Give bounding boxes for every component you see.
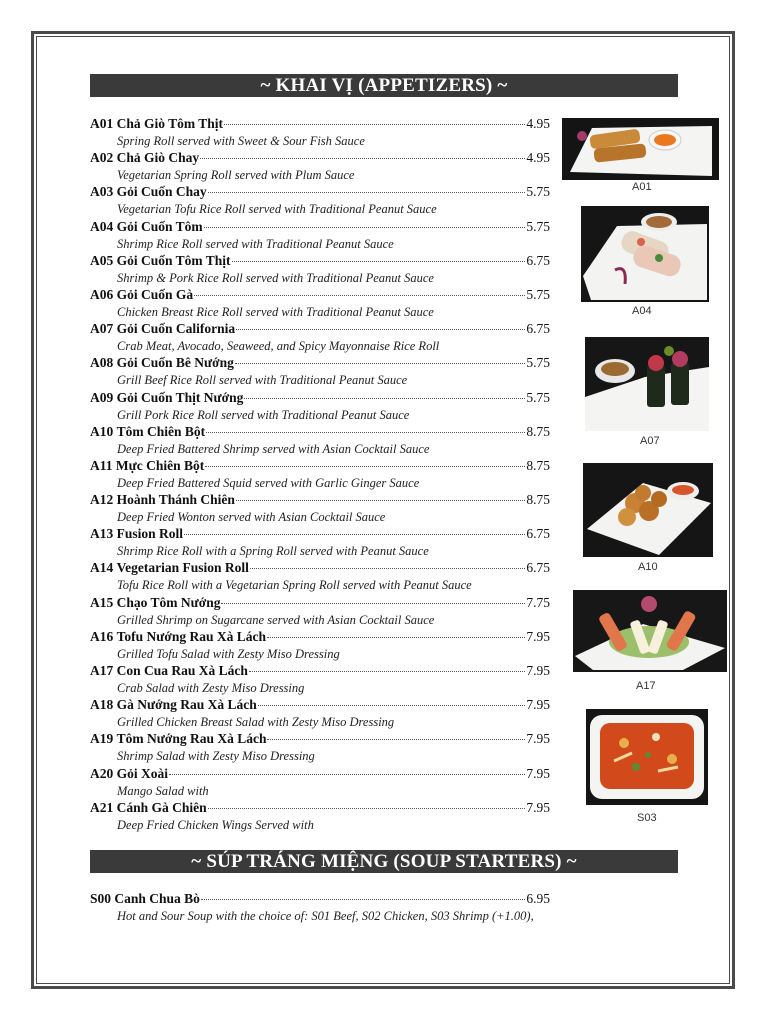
menu-item-name-row	[90, 253, 550, 270]
menu-item-price: 5.75	[526, 286, 550, 302]
menu-item-description: Mango Salad with	[117, 783, 209, 798]
fried-shrimp-plate-photo	[583, 463, 713, 557]
menu-item	[90, 287, 550, 321]
menu-item-code: A10	[90, 423, 114, 439]
menu-item-name-row	[90, 321, 550, 338]
menu-item-name-row	[90, 492, 550, 509]
menu-item-price: 7.75	[526, 594, 550, 610]
photo-caption: A04	[632, 305, 652, 317]
dot-leader	[204, 227, 526, 228]
menu-item-name: Canh Chua Bò	[114, 891, 200, 906]
menu-item-name-row	[90, 458, 550, 475]
menu-item-name-row	[90, 219, 550, 236]
menu-item-price: 6.75	[526, 252, 550, 268]
menu-item-price: 7.95	[526, 731, 550, 747]
soups-list	[90, 891, 550, 925]
menu-item-name-row	[90, 697, 550, 714]
menu-item-code: A08	[90, 355, 114, 371]
menu-item-price: 6.75	[526, 560, 550, 576]
menu-item-description: Deep Fried Chicken Wings Served with	[117, 817, 314, 832]
menu-item	[90, 629, 550, 663]
dot-leader	[258, 705, 526, 706]
menu-item-description: Tofu Rice Roll with a Vegetarian Spring Roll served with Peanut Sauce	[117, 578, 472, 593]
menu-item-code: A13	[90, 526, 114, 542]
dot-leader	[232, 261, 526, 262]
menu-item-name: Vegetarian Fusion Roll	[116, 560, 249, 576]
menu-item-name: Fusion Roll	[116, 526, 184, 542]
appetizers-list	[90, 116, 550, 834]
menu-item-code: A17	[90, 663, 114, 678]
menu-item-name: Chả Giò Chay	[116, 150, 200, 166]
menu-item-code: A05	[90, 252, 114, 268]
menu-item	[90, 458, 550, 492]
menu-item-name-row	[90, 355, 550, 372]
menu-item-description: Shrimp & Pork Rice Roll served with Traditional Peanut Sauce	[117, 270, 434, 285]
menu-item-price: 5.75	[526, 218, 550, 234]
dot-leader	[267, 739, 525, 740]
menu-item-name-row	[90, 526, 550, 543]
menu-item-price: 7.95	[526, 628, 550, 644]
menu-item-price: 8.75	[526, 423, 550, 439]
menu-item	[90, 560, 550, 594]
menu-item-name-row	[90, 663, 550, 680]
dot-leader	[221, 603, 525, 604]
menu-item-code: A21	[90, 799, 114, 815]
menu-item-name: Con Cua Rau Xà Lách	[116, 663, 248, 678]
dot-leader	[236, 500, 525, 501]
photo-caption: A10	[638, 561, 658, 573]
menu-item-description: Crab Meat, Avocado, Seaweed, and Spicy Mayonnaise Rice Roll	[117, 339, 440, 354]
menu-item-name-row	[90, 800, 550, 817]
menu-item-price: 4.95	[526, 150, 550, 166]
menu-item-description: Chicken Breast Rice Roll served with Traditional Peanut Sauce	[117, 304, 434, 319]
menu-item-description: Crab Salad with Zesty Miso Dressing	[117, 681, 305, 695]
soup-section-title: ~ SÚP TRÁNG MIỆNG (SOUP STARTERS) ~	[90, 850, 678, 873]
dot-leader	[244, 398, 525, 399]
menu-item-description: Shrimp Rice Roll with a Spring Roll served with Peanut Sauce	[117, 544, 429, 559]
menu-item-name: Gỏi Cuốn Chay	[116, 184, 207, 200]
menu-item	[90, 526, 550, 560]
menu-item-name: Tofu Nướng Rau Xà Lách	[116, 628, 266, 644]
sour-soup-bowl-photo	[586, 709, 708, 805]
menu-item	[90, 697, 550, 731]
menu-item-description: Grill Beef Rice Roll served with Traditional Peanut Sauce	[117, 373, 408, 388]
menu-item	[90, 390, 550, 424]
menu-item	[90, 116, 550, 150]
menu-item-name: Mực Chiên Bột	[115, 457, 205, 473]
menu-item-code: A12	[90, 492, 114, 508]
menu-item-code: S00	[90, 891, 112, 906]
menu-item-description: Grill Pork Rice Roll served with Traditional Peanut Sauce	[117, 407, 410, 422]
menu-item-name: Gỏi Cuốn Thịt Nướng	[116, 389, 244, 405]
menu-item	[90, 891, 550, 925]
menu-item-name: Gỏi Cuốn Tôm	[116, 218, 203, 234]
menu-item	[90, 150, 550, 184]
menu-item-name-row	[90, 287, 550, 304]
menu-item-name-row	[90, 116, 550, 133]
menu-item	[90, 492, 550, 526]
menu-item	[90, 321, 550, 355]
dot-leader	[249, 671, 525, 672]
appetizers-section-title: ~ KHAI VỊ (APPETIZERS) ~	[90, 74, 678, 97]
menu-item-price: 6.95	[526, 891, 550, 906]
menu-item-description: Vegetarian Tofu Rice Roll served with Traditional Peanut Sauce	[117, 202, 437, 217]
dot-leader	[224, 124, 525, 125]
dot-leader	[236, 329, 525, 330]
menu-item-price: 5.75	[526, 184, 550, 200]
menu-item-description: Grilled Chicken Breast Salad with Zesty Miso Dressing	[117, 715, 395, 730]
menu-item-name: Gỏi Cuốn Gà	[116, 286, 194, 302]
menu-item-name: Gỏi Xoài	[116, 765, 169, 781]
photo-caption: S03	[637, 812, 657, 824]
menu-item-code: A18	[90, 697, 114, 713]
menu-item-name-row	[90, 731, 550, 748]
menu-item-price: 7.95	[526, 663, 550, 678]
menu-item-description: Spring Roll served with Sweet & Sour Fish Sauce	[117, 134, 365, 148]
menu-item-name-row	[90, 184, 550, 201]
menu-item-name-row	[90, 766, 550, 783]
dot-leader	[169, 774, 525, 775]
menu-item-price: 6.75	[526, 526, 550, 542]
dot-leader	[184, 534, 525, 535]
california-roll-plate-photo	[585, 337, 709, 431]
dot-leader	[200, 158, 525, 159]
menu-item-code: A07	[90, 321, 114, 337]
menu-item-name-row	[90, 424, 550, 441]
menu-item-price: 6.75	[526, 321, 550, 337]
menu-item	[90, 184, 550, 218]
menu-item	[90, 253, 550, 287]
menu-item-code: A09	[90, 389, 114, 405]
menu-item-code: A11	[90, 457, 113, 473]
menu-item-description: Deep Fried Wonton served with Asian Cocktail Sauce	[117, 510, 386, 525]
menu-item-code: A01	[90, 116, 114, 131]
dot-leader	[194, 295, 525, 296]
spring-roll-plate-photo	[562, 118, 719, 180]
menu-item-name: Gỏi Cuốn Tôm Thịt	[116, 252, 231, 268]
menu-item	[90, 731, 550, 765]
menu-item-name: Tôm Nướng Rau Xà Lách	[116, 731, 267, 747]
menu-item-name: Gỏi Cuốn Bê Nướng	[116, 355, 234, 371]
dot-leader	[201, 899, 525, 900]
rice-roll-plate-photo	[581, 206, 709, 302]
menu-item-name: Gà Nướng Rau Xà Lách	[116, 697, 257, 713]
menu-item-price: 4.95	[526, 116, 550, 131]
menu-item-name-row	[90, 560, 550, 577]
menu-item-price: 5.75	[526, 355, 550, 371]
menu-item-code: A19	[90, 731, 114, 747]
dot-leader	[235, 363, 526, 364]
menu-item	[90, 355, 550, 389]
menu-item-code: A14	[90, 560, 114, 576]
menu-item-price: 7.95	[526, 799, 550, 815]
menu-item-price: 8.75	[526, 457, 550, 473]
menu-item	[90, 595, 550, 629]
menu-item-code: A06	[90, 286, 114, 302]
menu-item-description: Vegetarian Spring Roll served with Plum Sauce	[117, 168, 355, 183]
menu-item	[90, 766, 550, 800]
menu-item-name: Cánh Gà Chiên	[116, 799, 207, 815]
dot-leader	[250, 568, 525, 569]
menu-item	[90, 219, 550, 253]
menu-item-price: 7.95	[526, 697, 550, 713]
menu-item-description: Shrimp Salad with Zesty Miso Dressing	[117, 749, 315, 764]
menu-item-name-row	[90, 390, 550, 407]
menu-item-description: Deep Fried Battered Shrimp served with Asian Cocktail Sauce	[117, 441, 430, 456]
menu-item-name: Chạo Tôm Nướng	[116, 594, 221, 610]
menu-item-code: A20	[90, 765, 114, 781]
photo-caption: A01	[632, 181, 652, 193]
menu-item-name: Chả Giò Tôm Thịt	[116, 116, 224, 131]
menu-item-name-row	[90, 595, 550, 612]
menu-item-price: 8.75	[526, 492, 550, 508]
menu-item-name: Tôm Chiên Bột	[116, 423, 206, 439]
dot-leader	[208, 808, 526, 809]
menu-item-description: Deep Fried Battered Squid served with Garlic Ginger Sauce	[117, 475, 420, 490]
menu-item-description: Hot and Sour Soup with the choice of: S01 Beef, S02 Chicken, S03 Shrimp (+1.00),	[117, 909, 534, 923]
menu-item-name-row	[90, 629, 550, 646]
photo-caption: A17	[636, 680, 656, 692]
menu-item-name: Hoành Thánh Chiên	[116, 492, 235, 508]
menu-item-description: Grilled Tofu Salad with Zesty Miso Dressing	[117, 646, 340, 661]
dot-leader	[206, 432, 525, 433]
dot-leader	[267, 637, 525, 638]
menu-item-code: A16	[90, 628, 114, 644]
menu-item-name-row	[90, 150, 550, 167]
menu-item-name: Gỏi Cuốn California	[116, 321, 236, 337]
menu-item	[90, 800, 550, 834]
dot-leader	[205, 466, 525, 467]
menu-item-code: A15	[90, 594, 114, 610]
menu-item-code: A02	[90, 150, 114, 166]
menu-item-name-row	[90, 891, 550, 908]
dot-leader	[208, 192, 526, 193]
menu-item-code: A04	[90, 218, 114, 234]
menu-item-price: 5.75	[526, 389, 550, 405]
menu-item-description: Shrimp Rice Roll served with Traditional Peanut Sauce	[117, 236, 394, 251]
menu-item-code: A03	[90, 184, 114, 200]
crab-salad-plate-photo	[573, 590, 727, 672]
menu-item	[90, 424, 550, 458]
menu-item-price: 7.95	[526, 765, 550, 781]
photo-caption: A07	[640, 435, 660, 447]
menu-item-description: Grilled Shrimp on Sugarcane served with Asian Cocktail Sauce	[117, 612, 435, 627]
menu-item	[90, 663, 550, 697]
